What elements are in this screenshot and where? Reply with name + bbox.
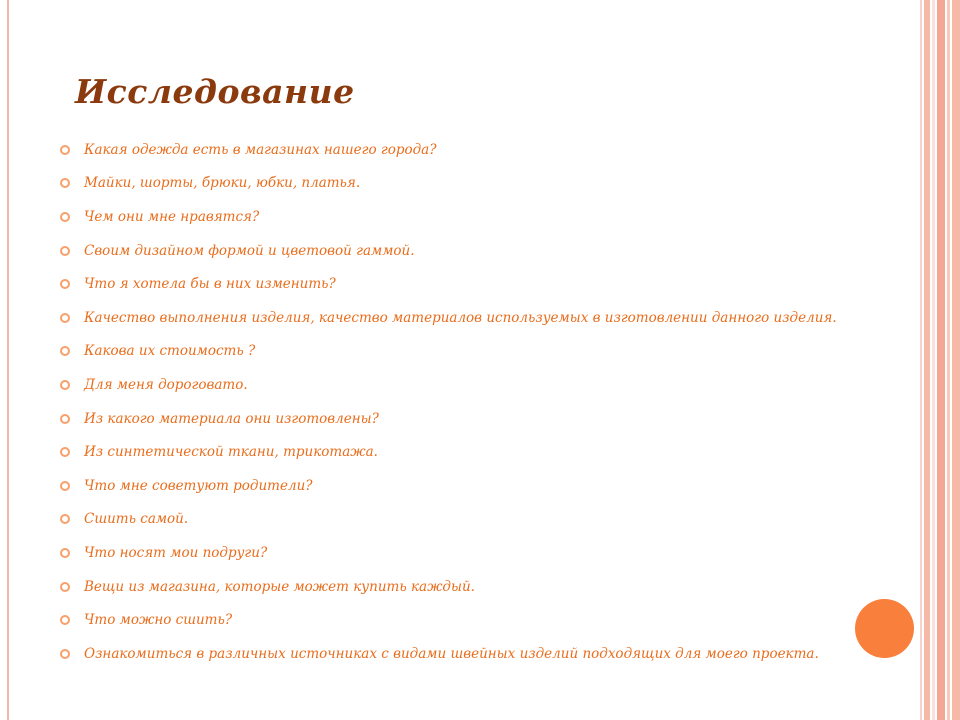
list-item <box>60 267 880 301</box>
list-item-text: Что можно сшить? <box>84 612 233 629</box>
list-item <box>60 368 880 402</box>
list-item <box>60 570 880 604</box>
stripe <box>932 0 935 720</box>
list-item <box>60 402 880 436</box>
list-item-text: Сшить самой. <box>84 511 189 528</box>
bullet-icon <box>60 649 70 659</box>
bullet-icon <box>60 313 70 323</box>
list-item-text: Что я хотела бы в них изменить? <box>84 276 336 293</box>
bullet-icon <box>60 582 70 592</box>
list-item-text: Вещи из магазина, которые может купить каждый. <box>84 578 475 595</box>
list-item <box>60 234 880 268</box>
list-item-text: Из какого материала они изготовлены? <box>84 410 379 427</box>
list-item <box>60 335 880 369</box>
bullet-icon <box>60 145 70 155</box>
list-item <box>60 503 880 537</box>
stripe <box>947 0 950 720</box>
list-item-text: Какова их стоимость ? <box>84 343 256 360</box>
list-item-text: Что носят мои подруги? <box>84 544 268 561</box>
list-item-text: Своим дизайном формой и цветовой гаммой. <box>84 242 415 259</box>
list-item-text: Для меня дороговато. <box>84 376 248 393</box>
list-item-text: Качество выполнения изделия, качество материалов используемых в изготовлении данного изделия. <box>84 309 837 326</box>
left-border-line <box>7 0 9 720</box>
decorative-circle <box>855 599 914 658</box>
stripe <box>924 0 930 720</box>
stripe <box>920 0 922 720</box>
list-item-text: Майки, шорты, брюки, юбки, платья. <box>84 175 361 192</box>
bullet-icon <box>60 246 70 256</box>
bullet-icon <box>60 414 70 424</box>
bullet-icon <box>60 481 70 491</box>
list-item <box>60 200 880 234</box>
bullet-list <box>60 133 880 671</box>
list-item <box>60 435 880 469</box>
list-item <box>60 301 880 335</box>
list-item-text: Какая одежда есть в магазинах нашего города? <box>84 141 437 158</box>
bullet-icon <box>60 380 70 390</box>
bullet-icon <box>60 212 70 222</box>
list-item-text: Из синтетической ткани, трикотажа. <box>84 444 378 461</box>
list-item-text: Чем они мне нравятся? <box>84 208 260 225</box>
list-item-text: Что мне советуют родители? <box>84 477 313 494</box>
list-item <box>60 603 880 637</box>
list-item <box>60 637 880 671</box>
list-item <box>60 133 880 167</box>
list-item <box>60 469 880 503</box>
stripe <box>937 0 945 720</box>
list-item <box>60 536 880 570</box>
stripe <box>952 0 960 720</box>
bullet-icon <box>60 548 70 558</box>
list-item-text: Ознакомиться в различных источниках с видами швейных изделий подходящих для моего проекта. <box>84 645 819 662</box>
right-decorative-stripes <box>920 0 960 720</box>
slide-title: Исследование <box>75 72 355 111</box>
list-item <box>60 167 880 201</box>
